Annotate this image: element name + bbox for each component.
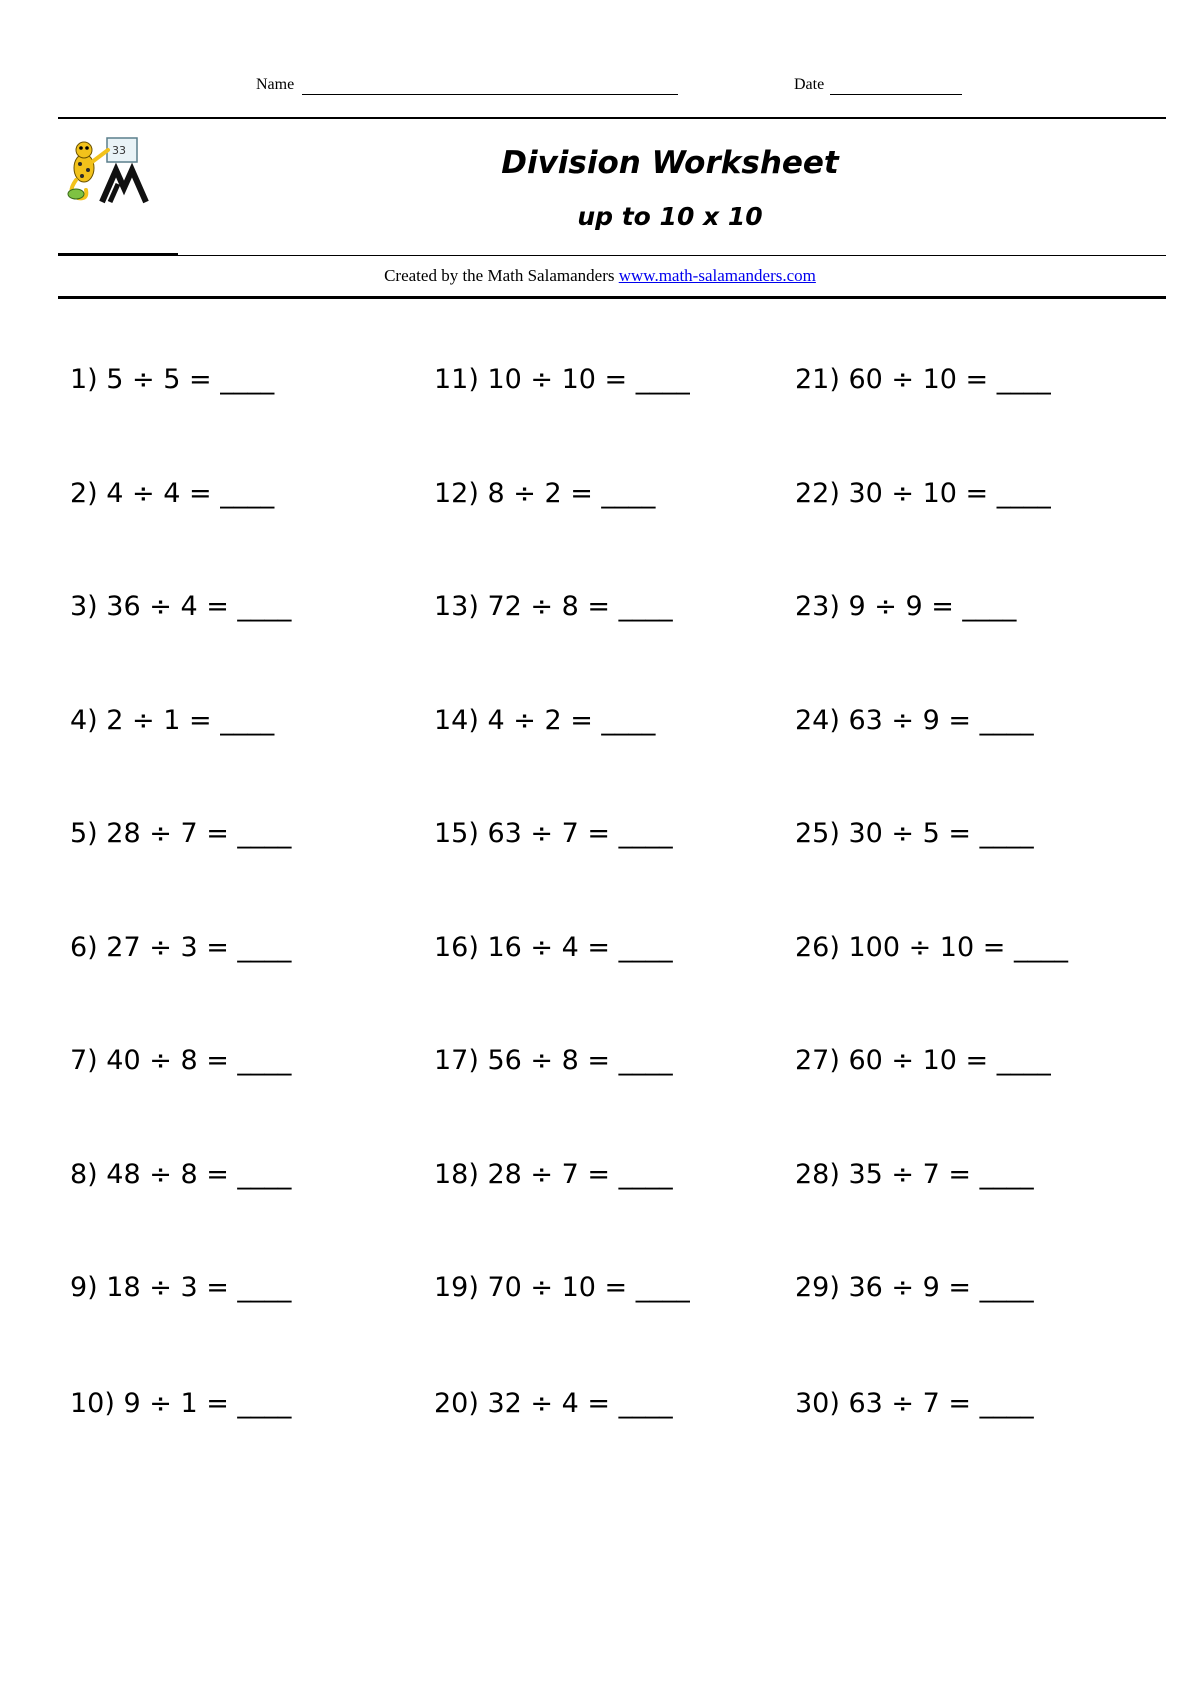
answer-blank[interactable]: ____ bbox=[962, 591, 1017, 622]
problem-26: 26) 100 ÷ 10 = ____ bbox=[795, 932, 1068, 963]
problem-11: 11) 10 ÷ 10 = ____ bbox=[434, 364, 690, 395]
problem-2: 2) 4 ÷ 4 = ____ bbox=[70, 478, 275, 509]
worksheet-subtitle: up to 10 x 10 bbox=[577, 202, 763, 231]
problem-6: 6) 27 ÷ 3 = ____ bbox=[70, 932, 292, 963]
answer-blank[interactable]: ____ bbox=[618, 1388, 673, 1419]
problem-8: 8) 48 ÷ 8 = ____ bbox=[70, 1159, 292, 1190]
answer-blank[interactable]: ____ bbox=[237, 932, 292, 963]
answer-blank[interactable]: ____ bbox=[635, 364, 690, 395]
problem-10: 10) 9 ÷ 1 = ____ bbox=[70, 1388, 292, 1419]
worksheet-title: Division Worksheet bbox=[501, 145, 839, 181]
problem-22: 22) 30 ÷ 10 = ____ bbox=[795, 478, 1051, 509]
problem-19: 19) 70 ÷ 10 = ____ bbox=[434, 1272, 690, 1303]
problem-25: 25) 30 ÷ 5 = ____ bbox=[795, 818, 1034, 849]
answer-blank[interactable]: ____ bbox=[996, 478, 1051, 509]
problem-28: 28) 35 ÷ 7 = ____ bbox=[795, 1159, 1034, 1190]
problem-20: 20) 32 ÷ 4 = ____ bbox=[434, 1388, 673, 1419]
answer-blank[interactable]: ____ bbox=[979, 1272, 1034, 1303]
answer-blank[interactable]: ____ bbox=[618, 932, 673, 963]
problem-4: 4) 2 ÷ 1 = ____ bbox=[70, 705, 275, 736]
answer-blank[interactable]: ____ bbox=[237, 591, 292, 622]
answer-blank[interactable]: ____ bbox=[979, 705, 1034, 736]
answer-blank[interactable]: ____ bbox=[237, 1388, 292, 1419]
answer-blank[interactable]: ____ bbox=[635, 1272, 690, 1303]
answer-blank[interactable]: ____ bbox=[618, 818, 673, 849]
credit-link[interactable]: www.math-salamanders.com bbox=[618, 266, 816, 285]
problem-15: 15) 63 ÷ 7 = ____ bbox=[434, 818, 673, 849]
answer-blank[interactable]: ____ bbox=[220, 705, 275, 736]
answer-blank[interactable]: ____ bbox=[237, 1159, 292, 1190]
answer-blank[interactable]: ____ bbox=[237, 818, 292, 849]
answer-blank[interactable]: ____ bbox=[220, 364, 275, 395]
answer-blank[interactable]: ____ bbox=[237, 1045, 292, 1076]
answer-blank[interactable]: ____ bbox=[618, 1159, 673, 1190]
answer-blank[interactable]: ____ bbox=[1013, 932, 1068, 963]
problem-3: 3) 36 ÷ 4 = ____ bbox=[70, 591, 292, 622]
problem-5: 5) 28 ÷ 7 = ____ bbox=[70, 818, 292, 849]
date-label: Date bbox=[794, 76, 825, 93]
answer-blank[interactable]: ____ bbox=[979, 818, 1034, 849]
problem-29: 29) 36 ÷ 9 = ____ bbox=[795, 1272, 1034, 1303]
problem-1: 1) 5 ÷ 5 = ____ bbox=[70, 364, 275, 395]
problem-9: 9) 18 ÷ 3 = ____ bbox=[70, 1272, 292, 1303]
problem-30: 30) 63 ÷ 7 = ____ bbox=[795, 1388, 1034, 1419]
problem-16: 16) 16 ÷ 4 = ____ bbox=[434, 932, 673, 963]
answer-blank[interactable]: ____ bbox=[237, 1272, 292, 1303]
problem-7: 7) 40 ÷ 8 = ____ bbox=[70, 1045, 292, 1076]
credit-text: Created by the Math Salamanders bbox=[384, 266, 615, 285]
svg-text:33: 33 bbox=[112, 144, 126, 157]
name-label: Name bbox=[256, 76, 295, 93]
answer-blank[interactable]: ____ bbox=[618, 591, 673, 622]
answer-blank[interactable]: ____ bbox=[996, 1045, 1051, 1076]
answer-blank[interactable]: ____ bbox=[996, 364, 1051, 395]
answer-blank[interactable]: ____ bbox=[618, 1045, 673, 1076]
problem-18: 18) 28 ÷ 7 = ____ bbox=[434, 1159, 673, 1190]
problem-13: 13) 72 ÷ 8 = ____ bbox=[434, 591, 673, 622]
problem-23: 23) 9 ÷ 9 = ____ bbox=[795, 591, 1017, 622]
answer-blank[interactable]: ____ bbox=[979, 1388, 1034, 1419]
problem-14: 14) 4 ÷ 2 = ____ bbox=[434, 705, 656, 736]
answer-blank[interactable]: ____ bbox=[220, 478, 275, 509]
answer-blank[interactable]: ____ bbox=[601, 478, 656, 509]
answer-blank[interactable]: ____ bbox=[979, 1159, 1034, 1190]
answer-blank[interactable]: ____ bbox=[601, 705, 656, 736]
problem-12: 12) 8 ÷ 2 = ____ bbox=[434, 478, 656, 509]
problem-24: 24) 63 ÷ 9 = ____ bbox=[795, 705, 1034, 736]
problem-21: 21) 60 ÷ 10 = ____ bbox=[795, 364, 1051, 395]
problem-17: 17) 56 ÷ 8 = ____ bbox=[434, 1045, 673, 1076]
problem-27: 27) 60 ÷ 10 = ____ bbox=[795, 1045, 1051, 1076]
